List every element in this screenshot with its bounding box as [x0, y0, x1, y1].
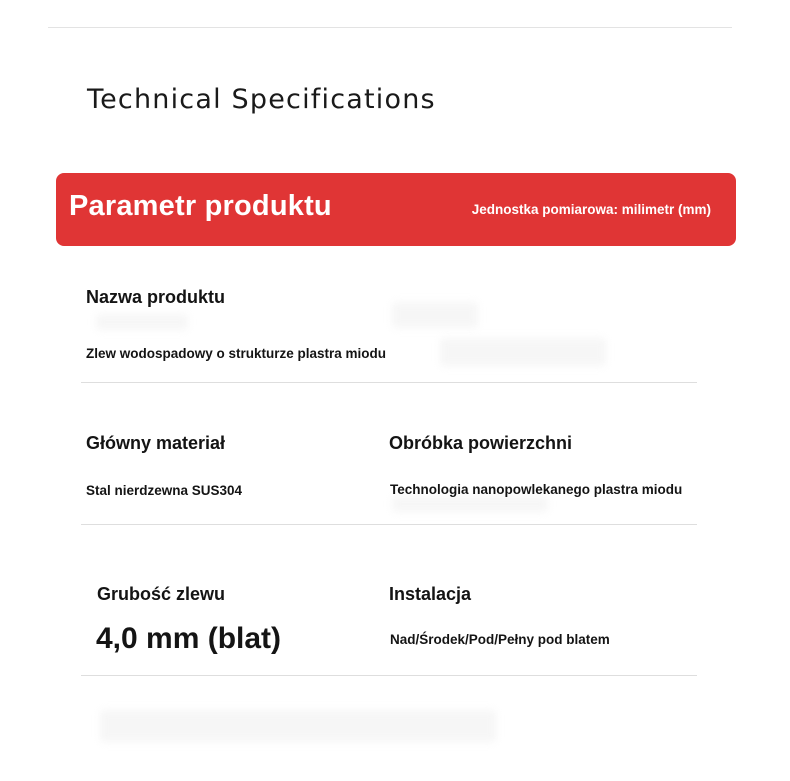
row-divider [81, 382, 697, 383]
installation-value: Nad/Środek/Pod/Pełny pod blatem [390, 632, 610, 647]
product-parameters-banner [56, 173, 736, 246]
sink-thickness-label: Grubość zlewu [97, 584, 226, 604]
section-title: Technical Specifications [87, 84, 436, 115]
top-divider [48, 27, 732, 28]
background-artifact [96, 314, 188, 330]
main-material-label: Główny materiał [86, 433, 226, 453]
sink-thickness-value: 4,0 mm (blat) [96, 622, 282, 655]
product-name-label: Nazwa produktu [86, 287, 226, 307]
measurement-unit-note: Jednostka pomiarowa: milimetr (mm) [471, 202, 711, 217]
background-artifact [100, 710, 496, 742]
product-name-value: Zlew wodospadowy o strukturze plastra miodu [86, 346, 387, 361]
banner-title: Parametr produktu [69, 190, 332, 222]
surface-treatment-value: Technologia nanopowlekanego plastra miodu [390, 482, 683, 497]
background-artifact [392, 302, 478, 328]
row-divider [81, 675, 697, 676]
surface-treatment-label: Obróbka powierzchni [389, 433, 573, 453]
installation-label: Instalacja [389, 584, 472, 604]
main-material-value: Stal nierdzewna SUS304 [86, 483, 243, 498]
row-divider [81, 524, 697, 525]
background-artifact [440, 338, 606, 366]
background-artifact [392, 496, 548, 512]
